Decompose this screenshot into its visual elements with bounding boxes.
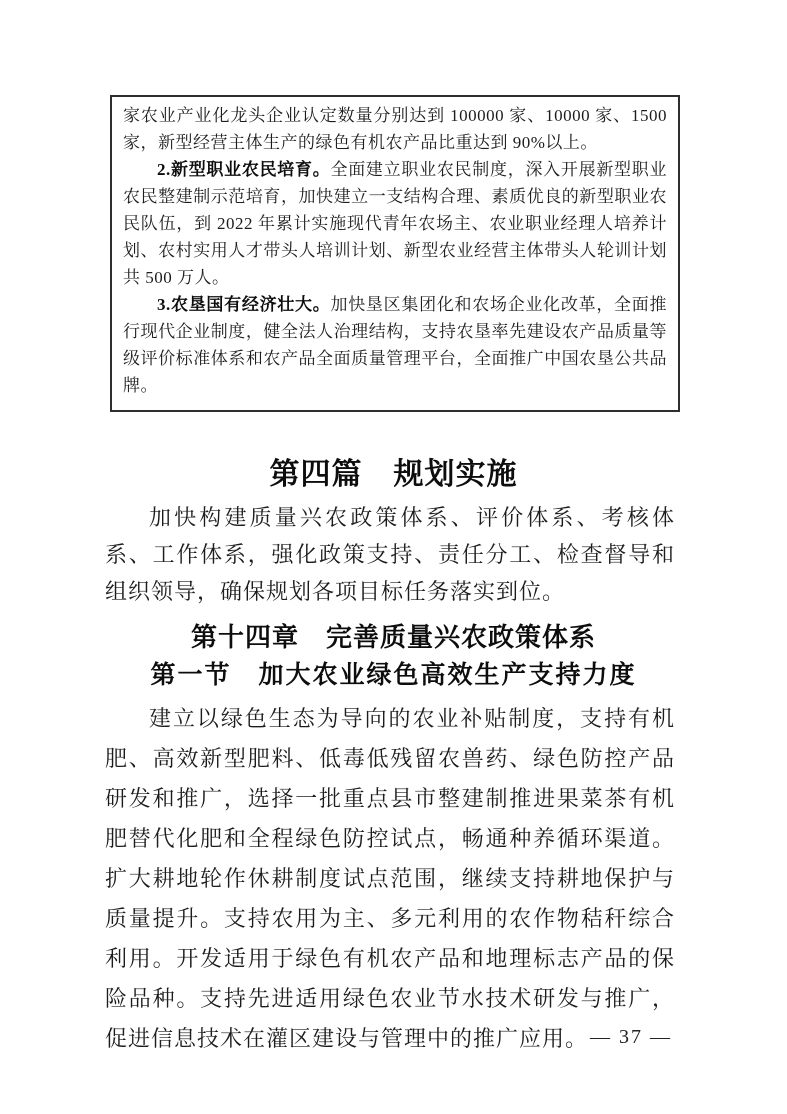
box-paragraph-lead: 3.农垦国有经济壮大。 — [157, 295, 331, 314]
box-paragraph-text: 家农业产业化龙头企业认定数量分别达到 100000 家、10000 家、1500 家，新型经营主体生产的绿色有机农产品比重达到 90%以上。 — [123, 106, 667, 152]
chapter-title: 第十四章 完善质量兴农政策体系 — [190, 622, 596, 652]
page-number: — 37 — — [590, 1026, 672, 1048]
box-paragraph — [123, 102, 667, 156]
box-paragraph-lead: 2.新型职业农民培育。 — [157, 160, 331, 179]
part-intro-paragraph: 加快构建质量兴农政策体系、评价体系、考核体系、工作体系，强化政策支持、责任分工、检查督导和组织领导，确保规划各项目标任务落实到位。 — [105, 505, 675, 604]
callout-box — [110, 95, 680, 412]
box-paragraph — [123, 156, 667, 291]
box-paragraph-text: 全面建立职业农民制度，深入开展新型职业农民整建制示范培育，加快建立一支结构合理、素质优良的新型职业农民队伍，到 2022 年累计实施现代青年农场主、农业职业经理人培养计划、农村实用人才带头人培训计划、新型农业经营主体带头人轮训计划共 500 万人。 — [123, 160, 668, 287]
body-paragraph: 建立以绿色生态为导向的农业补贴制度，支持有机肥、高效新型肥料、低毒低残留农兽药、绿色防控产品研发和推广，选择一批重点县市整建制推进果菜茶有机肥替代化肥和全程绿色防控试点，畅通种养循环渠道。扩大耕地轮作休耕制度试点范围，继续支持耕地保护与质量提升。支持农用为主、多元利用的农作物秸秆综合利用。开发适用于绿色有机农产品和地理标志产品的保险品种。支持先进适用绿色农业节水技术研发与推广，促进信息技术在灌区建设与管理中的推广应用。 — [105, 706, 675, 1051]
box-paragraph-text: 加快垦区集团化和农场企业化改革，全面推行现代企业制度，健全法人治理结构，支持农垦率先建设农产品质量等级评价标准体系和农产品全面质量管理平台，全面推广中国农垦公共品牌。 — [123, 295, 668, 395]
part-title: 第四篇 规划实施 — [269, 458, 518, 491]
section-title: 第一节 加大农业绿色高效生产支持力度 — [150, 662, 637, 689]
box-paragraph — [123, 291, 667, 399]
